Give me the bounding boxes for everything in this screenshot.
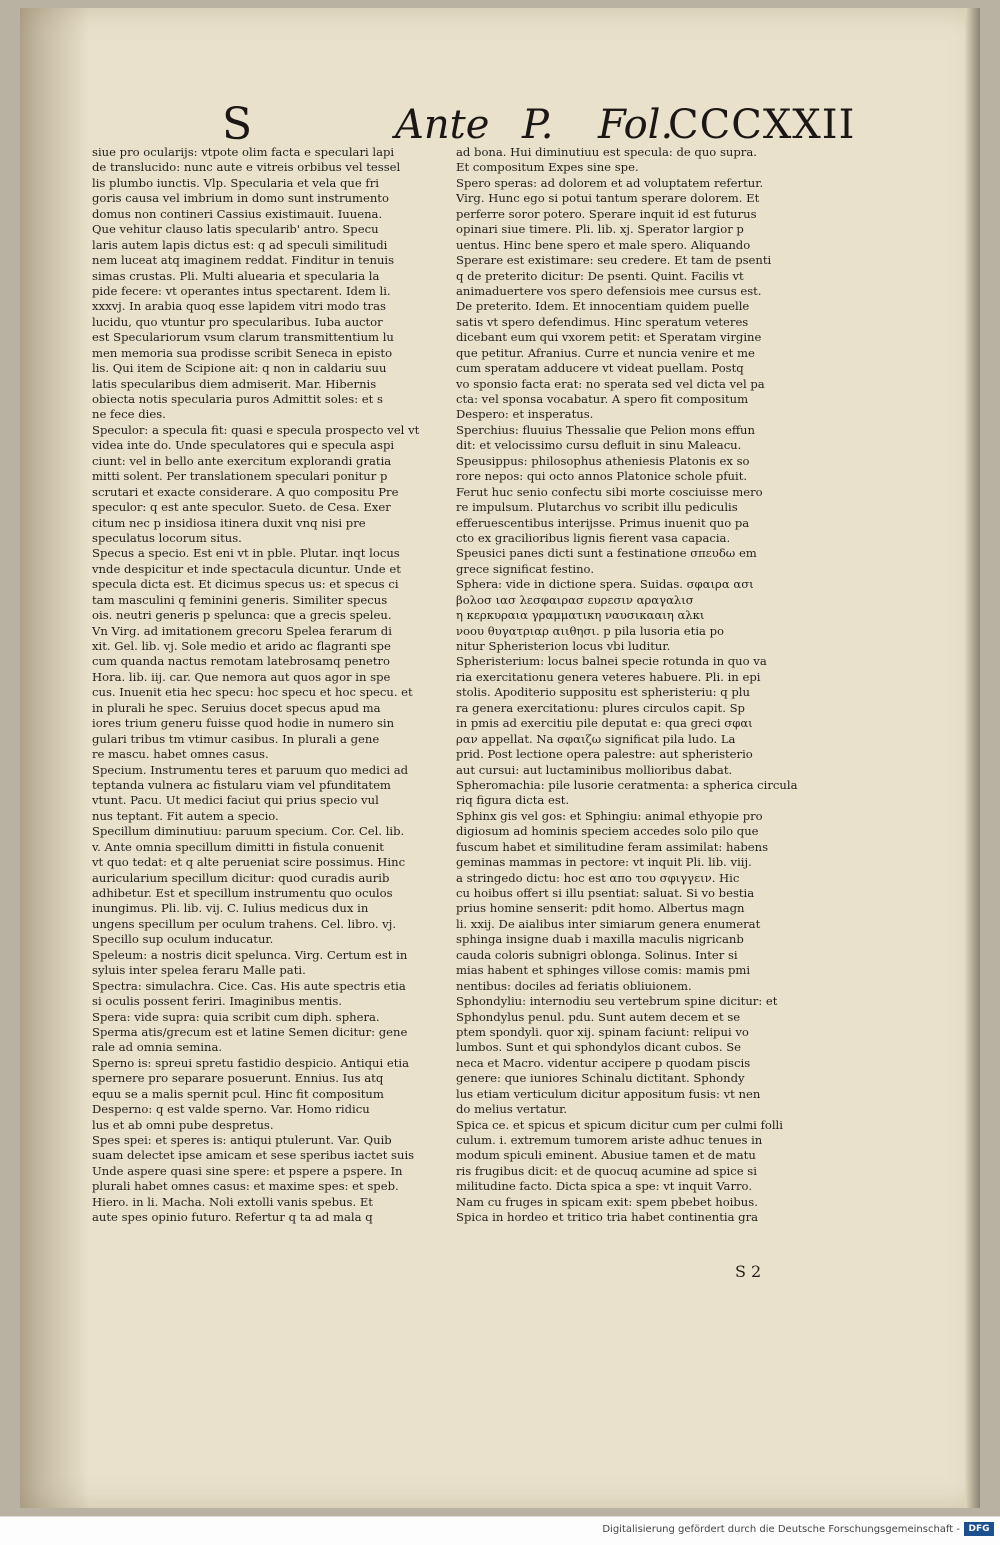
- text-line: grece significat festino.: [456, 561, 594, 576]
- text-line: Sperare est existimare: seu credere. Et tam de psenti: [456, 253, 772, 268]
- text-line: ois. neutri generis p spelunca: que a grecis speleu.: [92, 608, 392, 623]
- text-line: dicebant eum qui vxorem petit: et Speratam virgine: [456, 330, 762, 345]
- text-line: citum nec p insidiosa itinera duxit vnq nisi pre: [92, 515, 366, 530]
- text-line: syluis inter spelea feraru Malle pati.: [92, 963, 306, 978]
- text-line: Specium. Instrumentu teres et paruum quo medici ad: [92, 762, 409, 777]
- text-line: inungimus. Pli. lib. vij. C. Iulius medicus dux in: [92, 901, 369, 916]
- signature-mark: S 2: [735, 1262, 762, 1281]
- text-line: geminas mammas in pectore: vt inquit Pli. lib. viij.: [456, 855, 752, 870]
- text-line: Vn Virg. ad imitationem grecoru Spelea ferarum di: [92, 623, 392, 638]
- text-line: Spero speras: ad dolorem et ad voluptatem refertur.: [456, 175, 764, 190]
- text-line: uentus. Hinc bene spero et male spero. Aliquando: [456, 237, 751, 252]
- text-line: Spheristerium: locus balnei specie rotunda in quo va: [456, 654, 767, 669]
- text-line: videa inte do. Unde speculatores qui e specula aspi: [92, 438, 395, 453]
- text-line: ad bona. Hui diminutiuu est specula: de quo supra.: [456, 145, 757, 159]
- text-line: dit: et velocissimo cursu defluit in sinu Maleacu.: [456, 438, 742, 453]
- text-line: βολοσ ιασ λεσφαιρασ ευρεσιν αραγαλισ: [456, 592, 694, 607]
- text-line: xit. Gel. lib. vj. Sole medio et arido ac flagranti spe: [92, 639, 391, 653]
- page-fore-edge: [965, 8, 980, 1508]
- text-line: cto ex gracilioribus lignis fierent vasa capacia.: [456, 530, 731, 545]
- text-line: a stringedo dictu: hoc est απο του σφιγγειν. Hic: [456, 870, 740, 885]
- text-line: gulari tribus tm vtimur casibus. In plurali a gene: [92, 731, 380, 746]
- text-line: lis plumbo iunctis. Vlp. Specularia et vela que fri: [92, 175, 379, 190]
- text-line: re impulsum. Plutarchus vo scribit illu pediculis: [456, 500, 738, 515]
- text-line: Specus a specio. Est eni vt in pble. Plutar. inqt locus: [92, 546, 400, 561]
- text-line: Hiero. in li. Macha. Noli extolli vanis spebus. Et: [92, 1194, 373, 1209]
- text-line: perferre soror potero. Sperare inquit id est futurus: [456, 206, 757, 221]
- text-line: Speculor: a specula fit: quasi e specula prospecto vel vt: [92, 422, 420, 437]
- left-text-column: [92, 145, 447, 1226]
- head-word: Ante: [395, 102, 490, 148]
- text-line: rore nepos: qui octo annos Platonice schole pfuit.: [456, 469, 748, 484]
- text-line: speculor: q est ante speculor. Sueto. de Cesa. Exer: [92, 500, 391, 515]
- text-line: lus etiam verticulum dicitur appositum fusis: vt nen: [456, 1086, 761, 1101]
- text-line: do melius vertatur.: [456, 1102, 568, 1117]
- text-line: Sperno is: spreui spretu fastidio despicio. Antiqui etia: [92, 1055, 410, 1070]
- text-line: que petitur. Afranius. Curre et nuncia venire et me: [456, 345, 755, 360]
- text-line: ra genera exercitationu: plures circulos capit. Sp: [456, 700, 745, 715]
- text-line: Speusippus: philosophus atheniesis Platonis ex so: [456, 453, 750, 468]
- head-letter: S: [222, 99, 253, 150]
- text-line: specula dicta est. Et dicimus specus us: et specus ci: [92, 577, 399, 592]
- text-line: Sphondyliu: internodiu seu vertebrum spine dicitur: et: [456, 994, 778, 1009]
- text-line: cum speratam adducere vt videat puellam. Postq: [456, 361, 744, 376]
- text-line: νοου θυγατριαρ αιιθησι. p pila lusoria etia po: [456, 623, 725, 638]
- text-line: aut cursui: aut luctaminibus mollioribus dabat.: [456, 762, 733, 777]
- text-line: de translucido: nunc aute e vitreis orbibus vel tessel: [92, 160, 401, 175]
- head-mid: P.: [522, 102, 554, 148]
- text-line: li. xxij. De aialibus inter simiarum genera enumerat: [456, 916, 761, 931]
- head-folio-number: CCCXXII: [668, 102, 856, 148]
- text-line: tam masculini q feminini generis. Similiter specus: [92, 592, 388, 607]
- text-line: cauda coloris subnigri oblonga. Solinus. Inter si: [456, 947, 738, 962]
- text-line: ciunt: vel in bello ante exercitum explorandi gratia: [92, 453, 392, 468]
- text-line: v. Ante omnia specillum dimitti in fistula conuenit: [92, 839, 384, 854]
- text-line: digiosum ad hominis speciem accedes solo pilo que: [456, 824, 759, 839]
- text-line: teptanda vulnera ac fistularu viam vel pfunditatem: [92, 777, 391, 792]
- text-line: Speleum: a nostris dicit spelunca. Virg. Certum est in: [92, 947, 408, 962]
- text-line: Desperno: q est valde sperno. Var. Homo ridicu: [92, 1102, 370, 1117]
- text-line: lucidu, quo vtuntur pro specularibus. Iuba auctor: [92, 314, 383, 329]
- text-line: fuscum habet et similitudine feram assimilat: habens: [456, 839, 769, 854]
- text-line: ne fece dies.: [92, 407, 166, 422]
- text-line: modum spiculi eminent. Abusiue tamen et de matu: [456, 1148, 756, 1163]
- text-line: culum. i. extremum tumorem ariste adhuc tenues in: [456, 1133, 763, 1147]
- text-line: nentibus: dociles ad feriatis obliuionem.: [456, 978, 692, 993]
- text-line: auricularium specillum dicitur: quod curadis aurib: [92, 870, 390, 885]
- text-line: lus et ab omni pube despretus.: [92, 1117, 274, 1132]
- text-line: Unde aspere quasi sine spere: et pspere a pspere. In: [92, 1163, 403, 1178]
- text-line: goris causa vel imbrium in domo sunt instrumento: [92, 191, 389, 206]
- text-line: ris frugibus dicit: et de quocuq acumine ad spice si: [456, 1163, 757, 1178]
- text-line: animaduertere vos spero defensiois mee cursus est.: [456, 283, 762, 298]
- text-line: Sperma atis/grecum est et latine Semen dicitur: gene: [92, 1024, 408, 1039]
- text-line: vt quo tedat: et q alte perueniat scire possimus. Hinc: [92, 855, 406, 870]
- text-line: vtunt. Pacu. Ut medici faciut qui prius specio vul: [92, 793, 379, 808]
- text-line: Spectra: simulachra. Cice. Cas. His aute spectris etia: [92, 978, 406, 993]
- dfg-logo: DFG: [964, 1522, 994, 1536]
- text-line: suam delectet ipse amicam et sese speribus iactet suis: [92, 1148, 415, 1163]
- text-line: Spheromachia: pile lusorie ceratmenta: a spherica circula: [456, 777, 798, 792]
- text-line: domus non contineri Cassius existimauit. Iuuena.: [92, 206, 383, 221]
- text-line: latis specularibus diem admiserit. Mar. Hibernis: [92, 376, 377, 391]
- text-line: Nam cu fruges in spicam exit: spem pbebet hoibus.: [456, 1194, 758, 1209]
- text-line: Spera: vide supra: quia scribit cum diph. sphera.: [92, 1009, 380, 1024]
- text-line: genere: que iuniores Schinalu dictitant. Sphondy: [456, 1071, 745, 1086]
- text-line: est Speculariorum vsum clarum transmittentium lu: [92, 330, 394, 345]
- footer-credit: Digitalisierung gefördert durch die Deutsche Forschungsgemeinschaft -: [602, 1524, 960, 1535]
- text-line: Specillo sup oculum inducatur.: [92, 932, 274, 947]
- text-line: satis vt spero defendimus. Hinc speratum veteres: [456, 314, 749, 329]
- text-line: Sperchius: fluuius Thessalie que Pelion mons effun: [456, 422, 755, 437]
- text-line: siue pro ocularijs: vtpote olim facta e speculari lapi: [92, 145, 395, 159]
- text-line: vo sponsio facta erat: no sperata sed vel dicta vel pa: [456, 376, 765, 391]
- text-line: neca et Macro. videntur accipere p quodam piscis: [456, 1055, 751, 1070]
- text-line: cta: vel sponsa vocabatur. A spero fit compositum: [456, 392, 749, 406]
- text-line: nus teptant. Fit autem a specio.: [92, 808, 279, 823]
- text-line: simas crustas. Pli. Multi aluearia et specularia la: [92, 268, 380, 283]
- text-line: prius homine senserit: pdit homo. Albertus magn: [456, 901, 745, 916]
- text-line: in plurali he spec. Seruius docet specus apud ma: [92, 700, 381, 715]
- text-line: ria exercitationu genera veteres habuere. Pli. in epi: [456, 669, 761, 684]
- text-line: men memoria sua prodisse scribit Seneca in episto: [92, 345, 393, 360]
- text-line: equu se a malis spernit pcul. Hinc fit compositum: [92, 1086, 384, 1101]
- text-line: ungens specillum per oculum trahens. Cel. libro. vj.: [92, 916, 397, 931]
- text-line: Spica in hordeo et tritico tria habet continentia gra: [456, 1210, 759, 1225]
- text-line: Speusici panes dicti sunt a festinatione σπευδω em: [456, 546, 757, 561]
- text-line: militudine facto. Dicta spica a spe: vt inquit Varro.: [456, 1179, 753, 1194]
- text-line: lis. Qui item de Scipione ait: q non in caldariu suu: [92, 361, 387, 376]
- text-line: rale ad omnia semina.: [92, 1040, 223, 1055]
- text-line: Spica ce. et spicus et spicum dicitur cum per culmi folli: [456, 1117, 783, 1132]
- text-line: Ferut huc senio confectu sibi morte cosciuisse mero: [456, 484, 763, 499]
- text-line: stolis. Apoditerio suppositu est spheristeriu: q plu: [456, 685, 750, 700]
- text-line: Sphinx gis vel gos: et Sphingiu: animal ethyopie pro: [456, 808, 763, 823]
- right-text-column: [456, 145, 810, 1226]
- text-line: cu hoibus offert si illu psentiat: saluat. Si vo bestia: [456, 886, 755, 900]
- text-line: sphinga insigne duab i maxilla maculis nigricanb: [456, 932, 744, 947]
- text-line: re mascu. habet omnes casus.: [92, 747, 269, 762]
- text-line: mias habent et sphinges villose comis: mamis pmi: [456, 963, 751, 978]
- head-folio-label: Fol.: [598, 102, 674, 148]
- text-line: Virg. Hunc ego si potui tantum sperare dolorem. Et: [456, 191, 760, 206]
- text-line: obiecta notis specularia puros Admittit soles: et s: [92, 392, 383, 406]
- text-line: cus. Inuenit etia hec specu: hoc specu et hoc specu. et: [92, 685, 413, 700]
- text-line: q de preterito dicitur: De psenti. Quint. Facilis vt: [456, 268, 744, 283]
- text-line: mitti solent. Per translationem speculari ponitur p: [92, 469, 388, 484]
- text-line: scrutari et exacte considerare. A quo compositu Pre: [92, 484, 399, 499]
- text-line: Et compositum Expes sine spe.: [456, 160, 639, 175]
- text-line: adhibetur. Est et specillum instrumentu quo oculos: [92, 886, 393, 900]
- text-line: Despero: et insperatus.: [456, 407, 594, 422]
- text-line: Que vehitur clauso latis specularib' antro. Specu: [92, 222, 379, 237]
- text-line: opinari siue timere. Pli. lib. xj. Sperator largior p: [456, 222, 744, 237]
- text-line: iores trium generu fuisse quod hodie in numero sin: [92, 716, 395, 731]
- text-line: in pmis ad exercitiu pile deputat e: qua greci σφαι: [456, 716, 753, 731]
- page-gutter-shadow: [20, 8, 90, 1508]
- text-line: efferuescentibus interijsse. Primus inuenit quo pa: [456, 515, 750, 530]
- text-line: plurali habet omnes casus: et maxime spes: et speb.: [92, 1179, 399, 1194]
- text-line: cum quanda nactus remotam latebrosamq penetro: [92, 654, 391, 669]
- text-line: speculatus locorum situs.: [92, 530, 242, 545]
- text-line: Hora. lib. iij. car. Que nemora aut quos agor in spe: [92, 669, 391, 684]
- text-line: si oculis possent feriri. Imaginibus mentis.: [92, 994, 342, 1009]
- text-line: spernere pro separare posuerunt. Ennius. Ius atq: [92, 1071, 384, 1086]
- text-line: lumbos. Sunt et qui sphondylos dicant cubos. Se: [456, 1040, 742, 1055]
- text-line: vnde despicitur et inde spectacula dicuntur. Unde et: [92, 561, 401, 576]
- text-line: aute spes opinio futuro. Refertur q ta ad mala q: [92, 1210, 373, 1225]
- text-line: nitur Spheristerion locus vbi luditur.: [456, 639, 671, 653]
- text-line: prid. Post lectione opera palestre: aut spheristerio: [456, 747, 753, 762]
- text-line: Sphondylus penul. pdu. Sunt autem decem et se: [456, 1009, 741, 1024]
- text-line: ptem spondyli. quor xij. spinam faciunt: relipui vo: [456, 1024, 749, 1039]
- text-line: riq figura dicta est.: [456, 793, 570, 808]
- text-line: Sphera: vide in dictione spera. Suidas. σφαιρα ασι: [456, 577, 754, 592]
- text-line: η κερκυραια γραμματικη ναυσικααιη αλκι: [456, 608, 705, 623]
- text-line: laris autem lapis dictus est: q ad speculi similitudi: [92, 237, 388, 252]
- text-line: pide fecere: vt operantes intus spectarent. Idem li.: [92, 283, 391, 298]
- text-line: Spes spei: et speres is: antiqui ptulerunt. Var. Quib: [92, 1133, 392, 1147]
- text-line: ραν appellat. Na σφαιζω significat pila ludo. La: [456, 731, 736, 746]
- text-line: De preterito. Idem. Et innocentiam quidem puelle: [456, 299, 750, 314]
- text-line: nem luceat atq imaginem reddat. Finditur in tenuis: [92, 253, 395, 268]
- text-line: xxxvj. In arabia quoq esse lapidem vitri modo tras: [92, 299, 386, 314]
- text-line: Specillum diminutiuu: paruum specium. Cor. Cel. lib.: [92, 824, 405, 839]
